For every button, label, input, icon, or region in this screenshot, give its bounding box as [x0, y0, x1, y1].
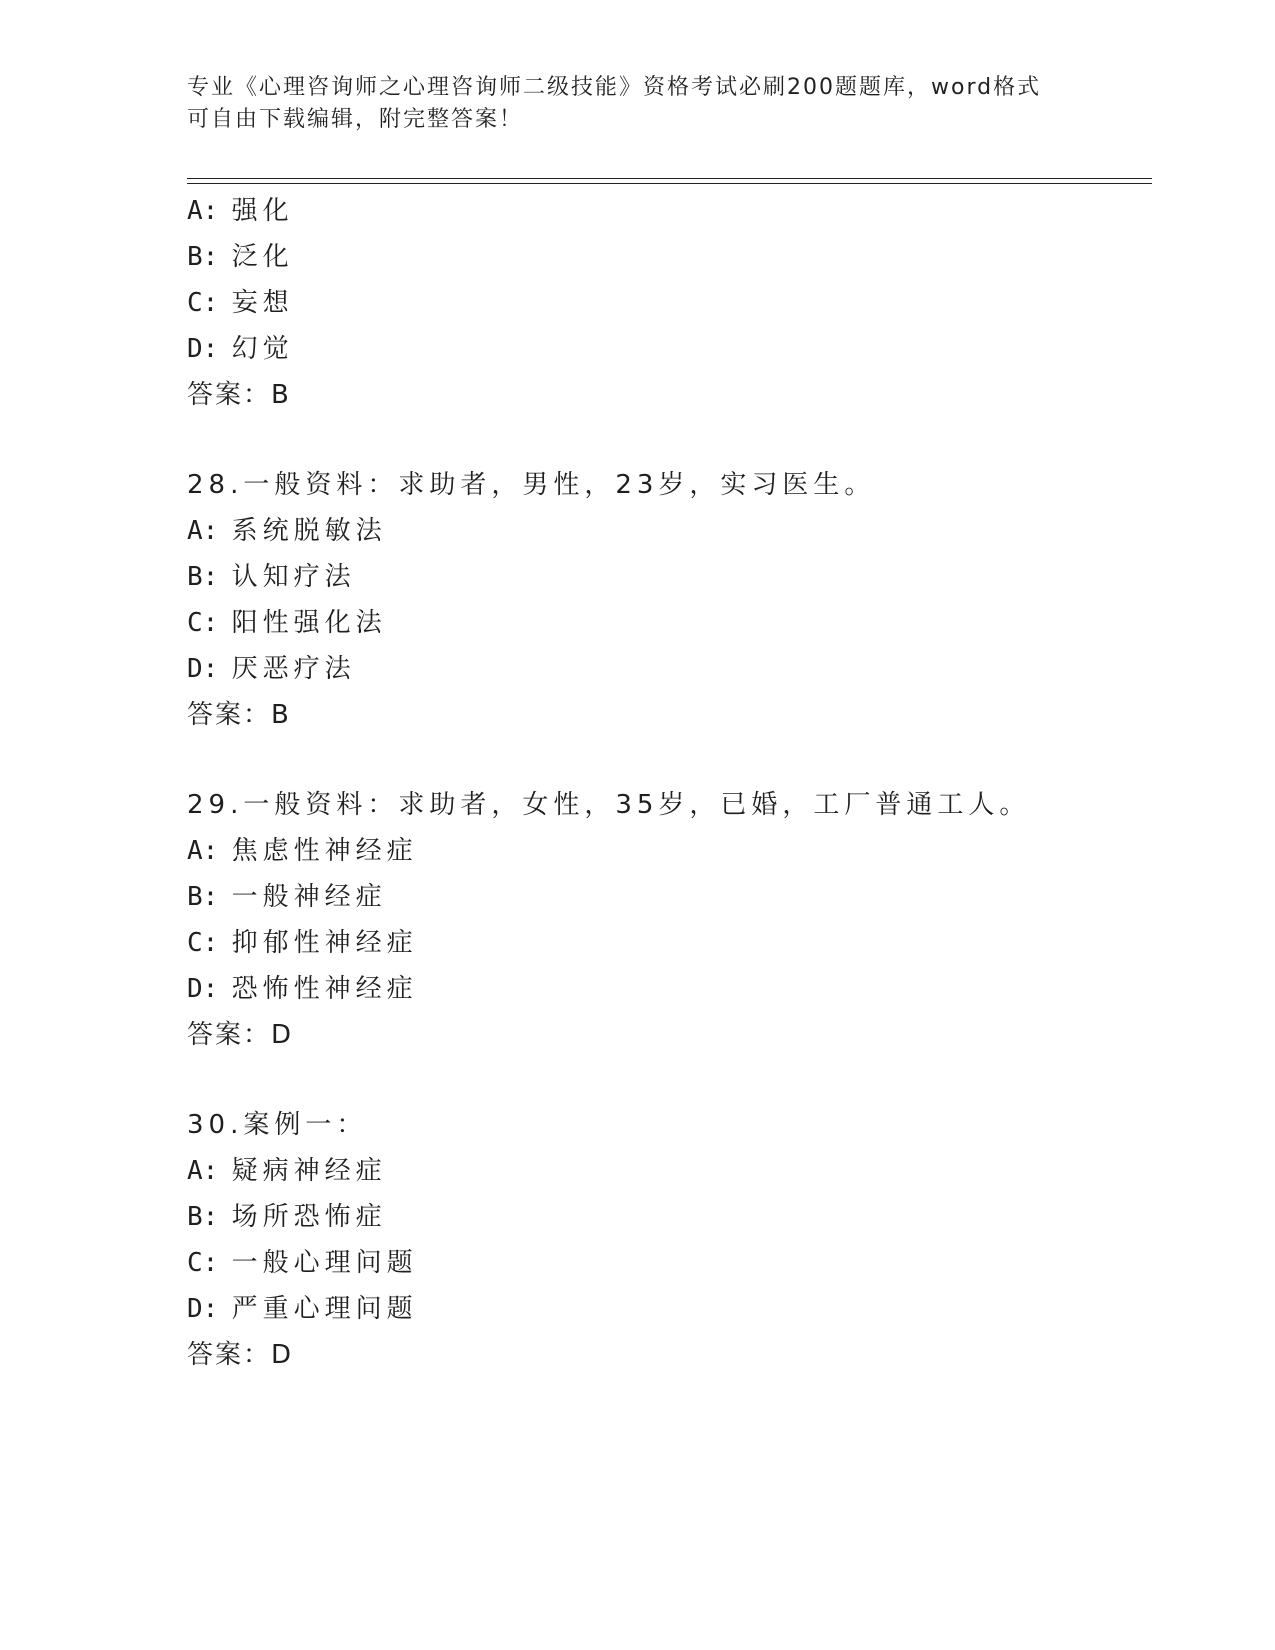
question-block — [187, 462, 1147, 738]
option-text: 泛化 — [231, 242, 294, 272]
question-block — [187, 782, 1147, 1058]
option-letter: A: — [187, 836, 219, 866]
option-c — [187, 920, 1147, 966]
option-a — [187, 188, 1147, 234]
option-text: 一般心理问题 — [231, 1248, 418, 1278]
option-d — [187, 966, 1147, 1012]
option-letter: A: — [187, 516, 219, 546]
option-b — [187, 554, 1147, 600]
header-rule-top — [187, 178, 1152, 179]
option-text: 认知疗法 — [231, 562, 356, 592]
question-block — [187, 188, 1147, 418]
block-spacer — [187, 418, 1147, 462]
question-list — [187, 188, 1147, 1378]
option-text: 抑郁性神经症 — [231, 928, 418, 958]
option-letter: C: — [187, 608, 219, 638]
question-block — [187, 1102, 1147, 1378]
header-rule-bottom — [187, 183, 1152, 184]
option-b — [187, 1194, 1147, 1240]
option-letter: B: — [187, 242, 219, 272]
answer-line: 答案：D — [187, 1020, 294, 1050]
option-letter: B: — [187, 1202, 219, 1232]
document-header — [187, 72, 1087, 136]
question-stem: 30.案例一： — [187, 1110, 368, 1140]
option-text: 系统脱敏法 — [231, 516, 387, 546]
block-spacer — [187, 1058, 1147, 1102]
header-line-2: 可自由下载编辑，附完整答案！ — [187, 107, 524, 132]
option-letter: D: — [187, 974, 219, 1004]
option-letter: A: — [187, 1156, 219, 1186]
option-c — [187, 280, 1147, 326]
option-letter: C: — [187, 1248, 219, 1278]
answer-line: 答案：D — [187, 1340, 294, 1370]
option-d — [187, 326, 1147, 372]
option-letter: C: — [187, 928, 219, 958]
option-letter: C: — [187, 288, 219, 318]
option-a — [187, 1148, 1147, 1194]
option-letter: D: — [187, 334, 219, 364]
option-text: 场所恐怖症 — [231, 1202, 387, 1232]
option-b — [187, 874, 1147, 920]
option-text: 厌恶疗法 — [231, 654, 356, 684]
option-text: 严重心理问题 — [231, 1294, 418, 1324]
option-letter: D: — [187, 1294, 219, 1324]
option-letter: A: — [187, 196, 219, 226]
option-d — [187, 646, 1147, 692]
option-text: 阳性强化法 — [231, 608, 387, 638]
option-letter: B: — [187, 562, 219, 592]
option-text: 恐怖性神经症 — [231, 974, 418, 1004]
option-text: 焦虑性神经症 — [231, 836, 418, 866]
option-letter: B: — [187, 882, 219, 912]
header-line-1: 专业《心理咨询师之心理咨询师二级技能》资格考试必刷200题题库，word格式 — [187, 75, 1042, 100]
option-text: 幻觉 — [231, 334, 294, 364]
option-text: 妄想 — [231, 288, 294, 318]
option-text: 一般神经症 — [231, 882, 387, 912]
question-stem: 29.一般资料：求助者，女性，35岁，已婚，工厂普通工人。 — [187, 790, 1031, 820]
option-b — [187, 234, 1147, 280]
option-letter: D: — [187, 654, 219, 684]
block-spacer — [187, 738, 1147, 782]
option-c — [187, 1240, 1147, 1286]
option-a — [187, 508, 1147, 554]
answer-line: 答案：B — [187, 700, 291, 730]
option-text: 疑病神经症 — [231, 1156, 387, 1186]
question-stem: 28.一般资料：求助者，男性，23岁，实习医生。 — [187, 470, 876, 500]
option-a — [187, 828, 1147, 874]
option-c — [187, 600, 1147, 646]
option-text: 强化 — [231, 196, 294, 226]
answer-line: 答案：B — [187, 380, 291, 410]
option-d — [187, 1286, 1147, 1332]
